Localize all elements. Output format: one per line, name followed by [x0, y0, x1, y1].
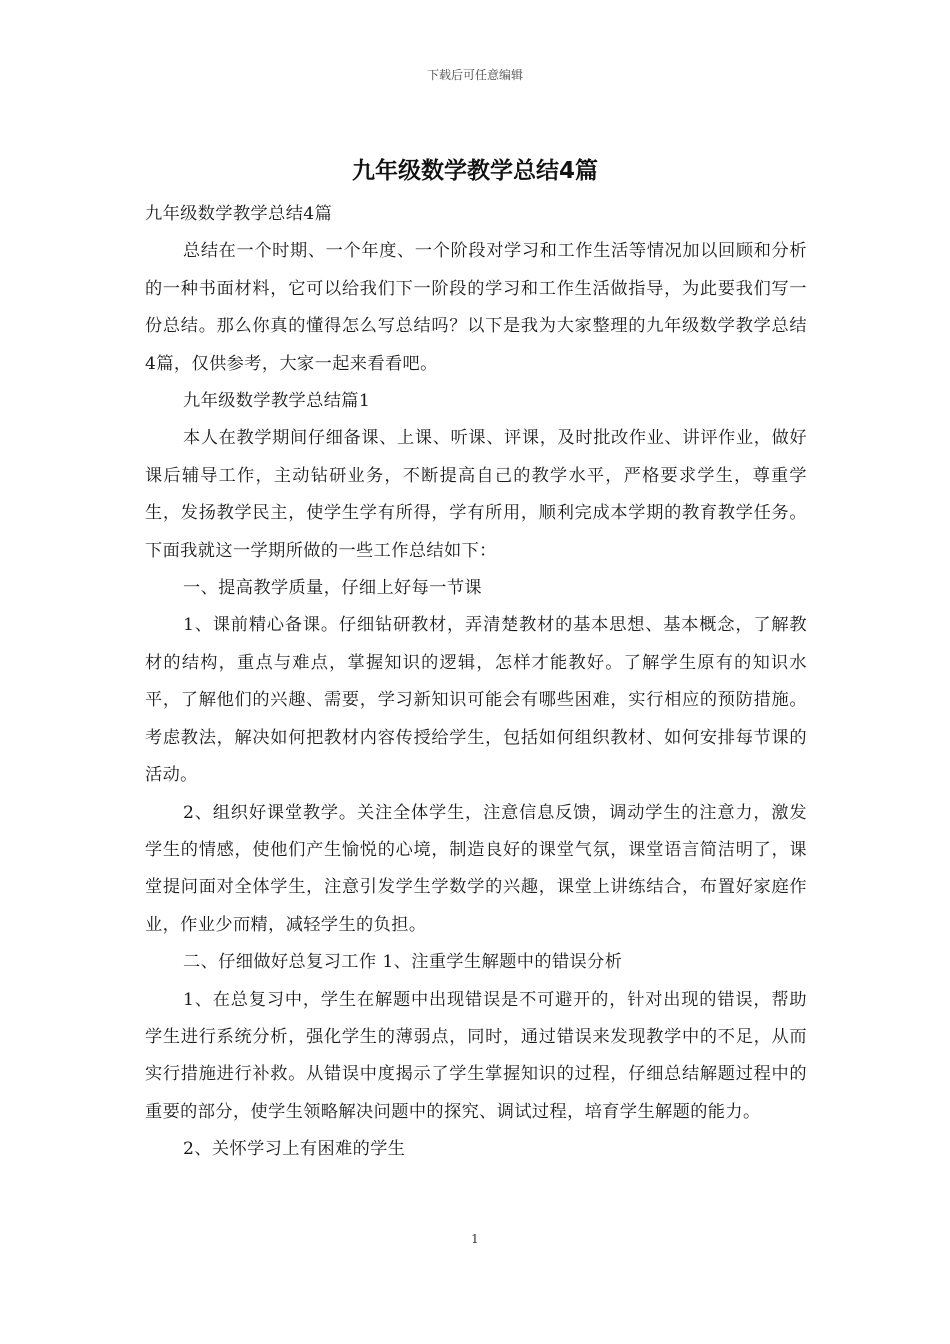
section-heading-part1: 九年级数学教学总结篇1 — [183, 391, 371, 412]
document-title: 九年级数学教学总结4篇 — [351, 158, 598, 184]
paragraph-classroom: 2、组织好课堂教学。关注全体学生，注意信息反馈，调动学生的注意力，激发学生的情感，使他们产生愉悦的心境，制造良好的课堂气氛，课堂语言简洁明了，课堂提问面对全体学生，注意引发学生学数学的兴趣，课堂上讲练结合，布置好家庭作业，作业少而精，减轻学生的负担。 — [145, 802, 807, 935]
paragraph-subtitle: 九年级数学教学总结4篇 — [145, 204, 333, 224]
section-heading-quality: 一、提高教学质量，仔细上好每一节课 — [183, 578, 482, 599]
section-heading-review: 二、仔细做好总复习工作 1、注重学生解题中的错误分析 — [183, 952, 623, 973]
paragraph-teaching-overview: 本人在教学期间仔细备课、上课、听课、评课，及时批改作业、讲评作业，做好课后辅导工作，主动钻研业务，不断提高自己的教学水平，严格要求学生，尊重学生，发扬教学民主，使学生学有所得，学有所用，顺利完成本学期的教育教学任务。下面我就这一学期所做的一些工作总结如下： — [145, 428, 807, 561]
paragraph-struggling-students: 2、关怀学习上有困难的学生 — [183, 1139, 406, 1160]
paragraph-lesson-prep: 1、课前精心备课。仔细钻研教材，弄清楚教材的基本思想、基本概念，了解教材的结构，重点与难点，掌握知识的逻辑，怎样才能教好。了解学生原有的知识水平，了解他们的兴趣、需要，学习新知识可能会有哪些困难，实行相应的预防措施。考虑教法，解决如何把教材内容传授给学生，包括如何组织教材、如何安排每节课的活动。 — [145, 615, 807, 786]
page-number: 1 — [471, 1232, 479, 1246]
document-body — [145, 196, 807, 1169]
paragraph-error-analysis: 1、在总复习中，学生在解题中出现错误是不可避开的，针对出现的错误，帮助学生进行系统分析，强化学生的薄弱点，同时，通过错误来发现教学中的不足，从而实行措施进行补救。从错误中度揭示了学生掌握知识的过程，仔细总结解题过程中的重要的部分，使学生领略解决问题中的探究、调试过程，培育学生解题的能力。 — [145, 989, 807, 1122]
header-note: 下载后可任意编辑 — [426, 68, 523, 82]
paragraph-intro: 总结在一个时期、一个年度、一个阶段对学习和工作生活等情况加以回顾和分析的一种书面材料，它可以给我们下一阶段的学习和工作生活做指导，为此要我们写一份总结。那么你真的懂得怎么写总结吗？以下是我为大家整理的九年级数学教学总结4篇，仅供参考，大家一起来看看吧。 — [145, 241, 807, 374]
